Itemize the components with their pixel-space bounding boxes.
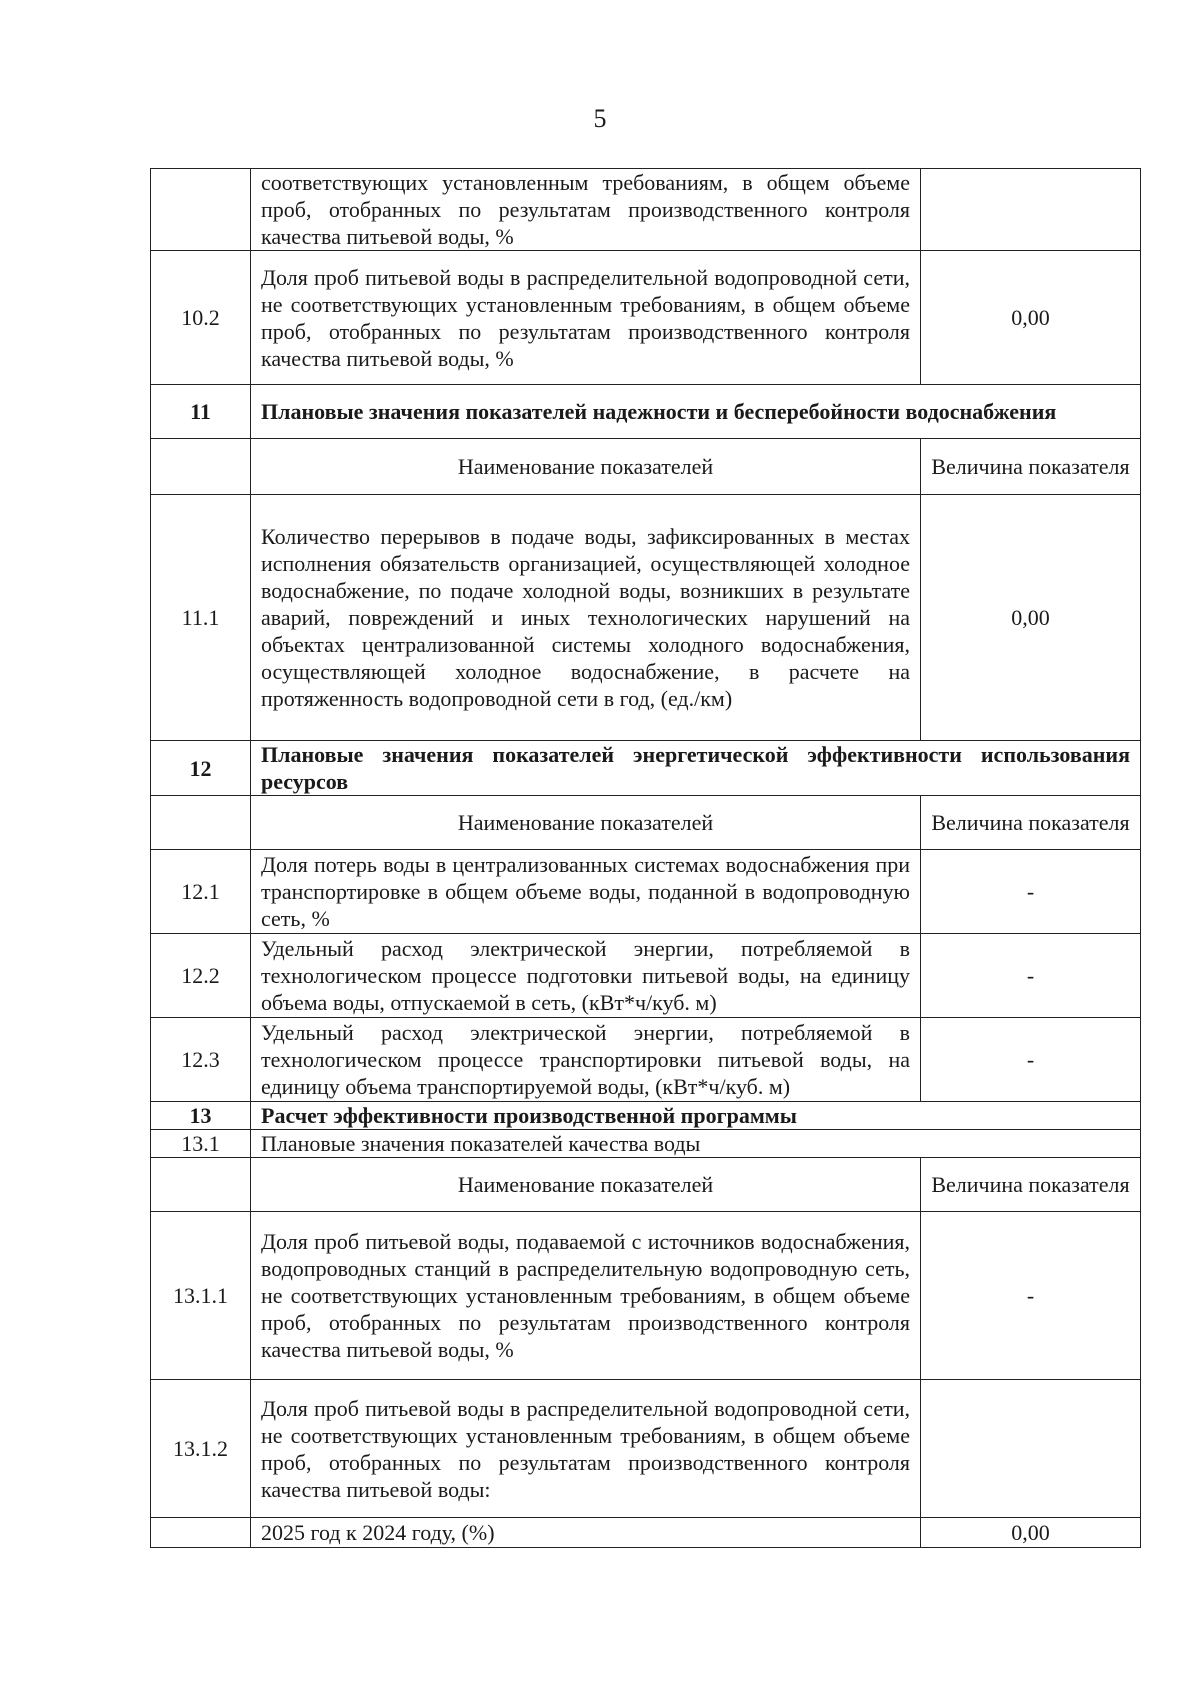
section-row: [151, 385, 1141, 439]
table-row: [151, 251, 1141, 385]
row-value: 0,00: [921, 1518, 1141, 1548]
table-row: [151, 169, 1141, 251]
header-empty-cell: [151, 439, 251, 495]
row-text: Плановые значения показателей качества воды: [251, 1130, 1141, 1158]
row-text: Удельный расход электрической энергии, потребляемой в технологическом процессе транспортировки питьевой воды, на единицу объема транспортируемой воды, (кВт*ч/куб. м): [251, 1018, 921, 1102]
section-number: 11: [151, 385, 251, 439]
section-title-cell: [251, 741, 1141, 796]
section-title: Плановые значения показателей надежности и бесперебойности водоснабжения: [261, 399, 1057, 424]
section-number: 13: [151, 1102, 251, 1130]
table-row: [151, 850, 1141, 934]
section-row: [151, 1102, 1141, 1130]
row-text: Доля проб питьевой воды в распределительной водопроводной сети, не соответствующих установленным требованиям, в общем объеме проб, отобранных по результатам производственного контроля качества питьевой воды:: [251, 1380, 921, 1518]
row-number: 10.2: [151, 251, 251, 385]
row-text: Количество перерывов в подаче воды, зафиксированных в местах исполнения обязательств организацией, осуществляющей холодное водоснабжение, по подаче холодной воды, возникших в результате аварий, повреждений и иных технологических нарушений на объектах централизованной системы холодного водоснабжения, осуществляющей холодное водоснабжение, в расчете на протяженность водопроводной сети в год, (ед./км): [251, 495, 921, 741]
table-row: [151, 495, 1141, 741]
table-row: [151, 1018, 1141, 1102]
row-number: 13.1.2: [151, 1380, 251, 1518]
page-number: 5: [593, 104, 607, 133]
header-value: Величина показателя: [921, 796, 1141, 850]
row-number: 12.1: [151, 850, 251, 934]
row-number: 12.2: [151, 934, 251, 1018]
row-value: -: [921, 934, 1141, 1018]
header-empty-cell: [151, 1158, 251, 1212]
section-title: Плановые значения показателей энергетической эффективности использования ресурсов: [261, 742, 1130, 794]
section-number: 12: [151, 741, 251, 796]
table-row: [151, 1130, 1141, 1158]
header-value: Величина показателя: [921, 439, 1141, 495]
row-number: 12.3: [151, 1018, 251, 1102]
section-title: Расчет эффективности производственной программы: [251, 1102, 1141, 1130]
row-value: [921, 1380, 1141, 1518]
row-number: 13.1.1: [151, 1212, 251, 1380]
row-text: Доля потерь воды в централизованных системах водоснабжения при транспортировке в общем объеме воды, поданной в водопроводную сеть, %: [251, 850, 921, 934]
row-text: Удельный расход электрической энергии, потребляемой в технологическом процессе подготовки питьевой воды, на единицу объема воды, отпускаемой в сеть, (кВт*ч/куб. м): [251, 934, 921, 1018]
row-number-cell: [151, 169, 251, 251]
section-row: [151, 741, 1141, 796]
header-row: [151, 1158, 1141, 1212]
header-name: Наименование показателей: [251, 1158, 921, 1212]
row-number-cell: [151, 1518, 251, 1548]
table-row: [151, 934, 1141, 1018]
table-row: [151, 1518, 1141, 1548]
table-row: [151, 1380, 1141, 1518]
header-value: Величина показателя: [921, 1158, 1141, 1212]
indicators-table: [150, 168, 1141, 1548]
row-number: 13.1: [151, 1130, 251, 1158]
row-text: соответствующих установленным требованиям, в общем объеме проб, отобранных по результатам производственного контроля качества питьевой воды, %: [251, 169, 921, 251]
row-value: -: [921, 850, 1141, 934]
row-text: 2025 год к 2024 году, (%): [251, 1518, 921, 1548]
table-row: [151, 1212, 1141, 1380]
row-value: -: [921, 1212, 1141, 1380]
header-empty-cell: [151, 796, 251, 850]
row-value: 0,00: [921, 251, 1141, 385]
row-value: [921, 169, 1141, 251]
row-value: -: [921, 1018, 1141, 1102]
row-value: 0,00: [921, 495, 1141, 741]
header-name: Наименование показателей: [251, 796, 921, 850]
header-row: [151, 796, 1141, 850]
row-text: Доля проб питьевой воды в распределительной водопроводной сети, не соответствующих установленным требованиям, в общем объеме проб, отобранных по результатам производственного контроля качества питьевой воды, %: [251, 251, 921, 385]
row-number: 11.1: [151, 495, 251, 741]
header-name: Наименование показателей: [251, 439, 921, 495]
section-title-cell: [251, 385, 1141, 439]
header-row: [151, 439, 1141, 495]
row-text: Доля проб питьевой воды, подаваемой с источников водоснабжения, водопроводных станций в распределительную водопроводную сеть, не соответствующих установленным требованиям, в общем объеме проб, отобранных по результатам производственного контроля качества питьевой воды, %: [251, 1212, 921, 1380]
